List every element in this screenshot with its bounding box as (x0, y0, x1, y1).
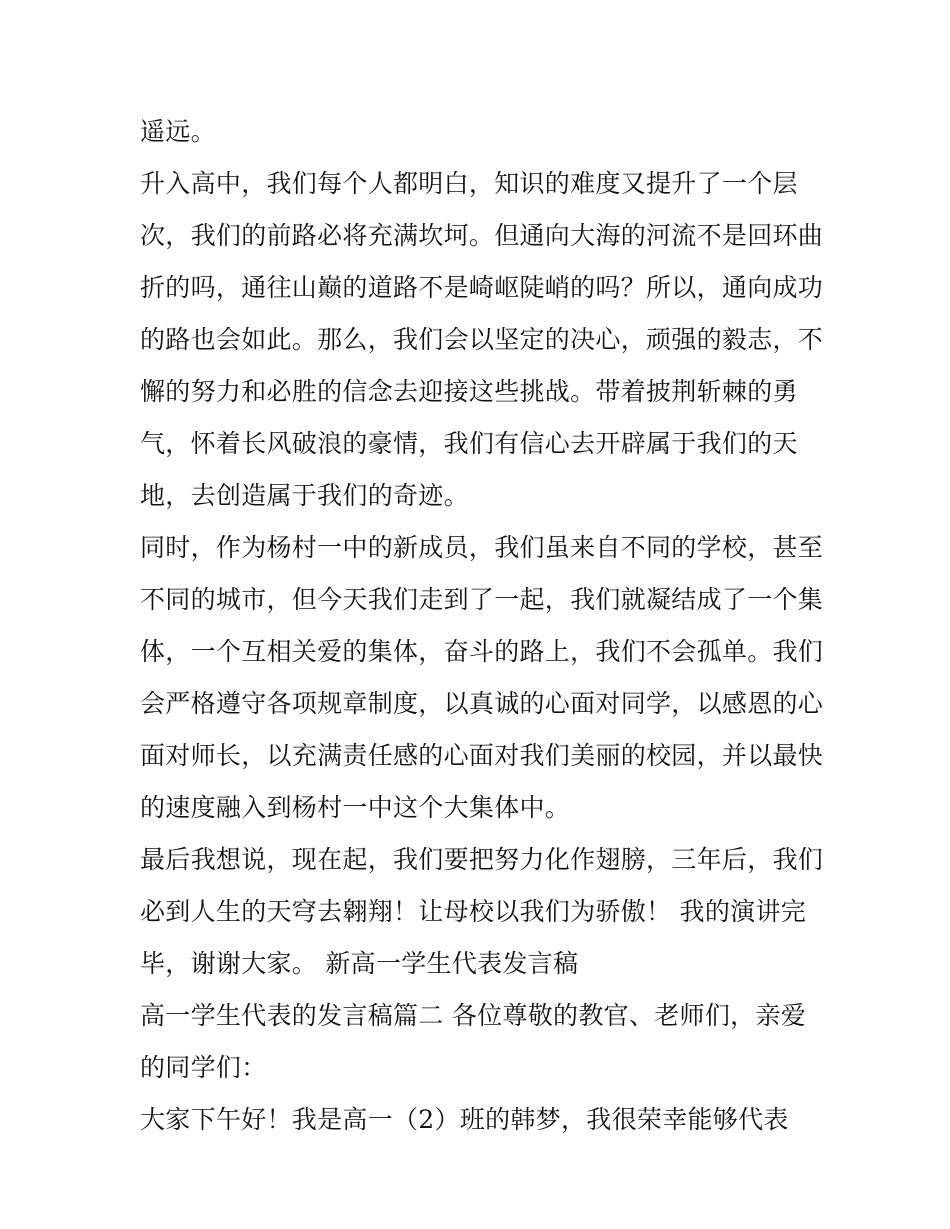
text-line: 毕，谢谢大家。 新高一学生代表发言稿 (140, 949, 579, 978)
text-line: 次，我们的前路必将充满坎坷。但通向大海的河流不是回环曲 (140, 221, 824, 250)
text-line: 升入高中，我们每个人都明白，知识的难度又提升了一个层 (140, 169, 798, 198)
text-line: 高一学生代表的发言稿篇二 各位尊敬的教官、老师们，亲爱 (140, 1001, 807, 1030)
text-line: 气，怀着长风破浪的豪情，我们有信心去开辟属于我们的天 (140, 429, 798, 458)
text-line: 体，一个互相关爱的集体，奋斗的路上，我们不会孤单。我们 (140, 637, 824, 666)
document-body (140, 106, 824, 1146)
text-line: 的路也会如此。那么，我们会以坚定的决心，顽强的毅志，不 (140, 325, 824, 354)
text-line: 会严格遵守各项规章制度，以真诚的心面对同学，以感恩的心 (140, 689, 824, 718)
text-line: 的速度融入到杨村一中这个大集体中。 (140, 793, 571, 822)
text-line: 面对师长，以充满责任感的心面对我们美丽的校园，并以最快 (140, 741, 824, 770)
text-line: 大家下午好！我是高一（2）班的韩梦，我很荣幸能够代表 (140, 1105, 789, 1134)
text-line: 地，去创造属于我们的奇迹。 (140, 481, 469, 510)
text-line: 懈的努力和必胜的信念去迎接这些挑战。带着披荆斩棘的勇 (140, 377, 798, 406)
text-line: 最后我想说，现在起，我们要把努力化作翅膀，三年后，我们 (140, 845, 824, 874)
text-line: 的同学们： (140, 1053, 267, 1082)
text-line: 折的吗，通往山巅的道路不是崎岖陡峭的吗？所以，通向成功 (140, 273, 824, 302)
text-line: 必到人生的天穹去翱翔！让母校以我们为骄傲！ 我的演讲完 (140, 897, 807, 926)
text-line: 遥远。 (140, 117, 216, 146)
text-line: 不同的城市，但今天我们走到了一起，我们就凝结成了一个集 (140, 585, 824, 614)
text-line: 同时，作为杨村一中的新成员，我们虽来自不同的学校，甚至 (140, 533, 824, 562)
